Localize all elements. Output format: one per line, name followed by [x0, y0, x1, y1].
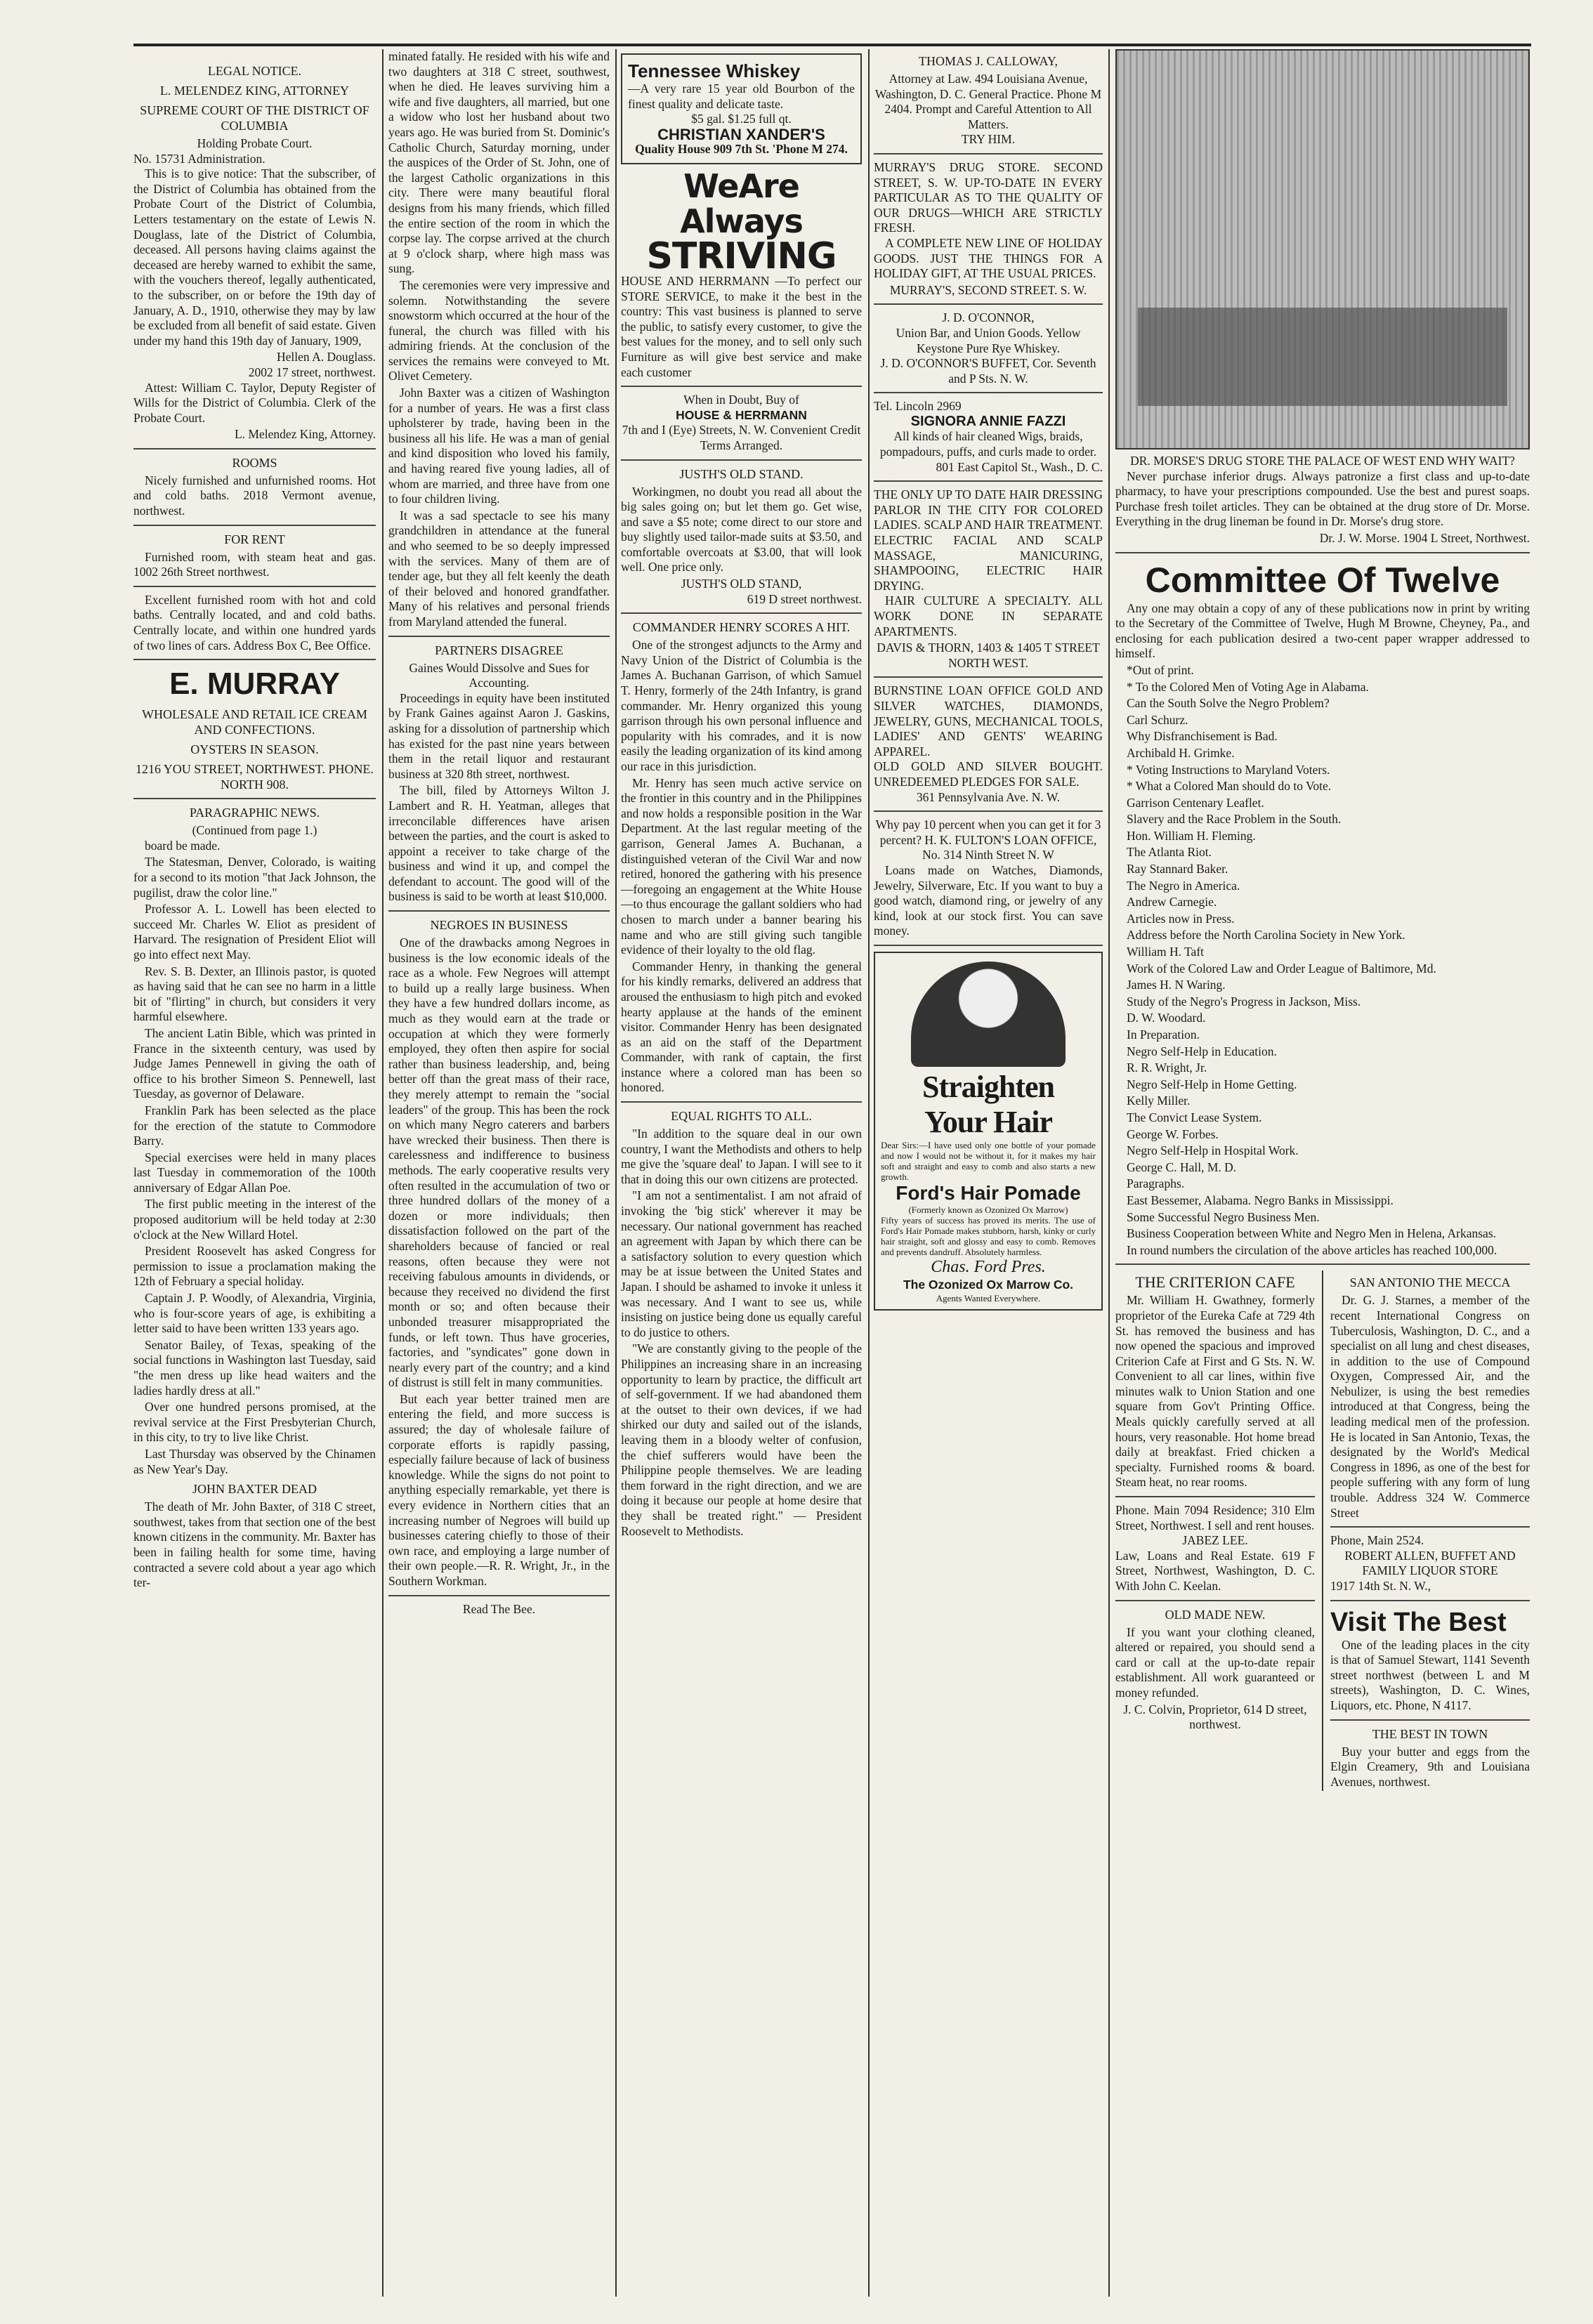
publication-item: * What a Colored Man should do to Vote. [1127, 779, 1332, 794]
publication-item: Andrew Carnegie. [1127, 895, 1217, 910]
divider [874, 945, 1103, 946]
news-paragraph: Rev. S. B. Dexter, an Illinois pastor, is quoted as having said that he can see no harm in a little bit of "flirting" in church, but considers it very harmful elsewhere. [133, 964, 376, 1024]
whiskey-ad-address: Quality House 909 7th St. 'Phone M 274. [635, 142, 848, 157]
news-paragraph: The first public meeting in the interest of the proposed auditorium will be held today at 2:30 o'clock at the New Willard Hotel. [133, 1197, 376, 1242]
oconnor-buffet: J. D. O'CONNOR'S BUFFET, Cor. Seventh and P Sts. N. W. [880, 356, 1096, 386]
publication-item: Why Disfranchisement is Bad. [1127, 729, 1278, 744]
hh-name: HOUSE & HERRMANN [676, 407, 807, 422]
rooms-heading: ROOMS [232, 455, 277, 470]
baxter-continued: minated fatally. He resided with his wife and two daughters at 318 C street, southwest, when he died. He leaves surviving him a wife and five daughters, all married, but one a widow who lost her husband about two years ago. He was buried from St. Dominic's Catholic Church, Saturday morning, under the auspices of the Order of St. John, one of the largest Catholic organizations in this city. There were many beautiful floral designs from his many friends, which filled the entire section of the room in which the corpse lay. The corpse arrived at the church at 9 o'clock sharp, where high mass was sung. [388, 49, 610, 276]
hair-parlor-body: THE ONLY UP TO DATE HAIR DRESSING PARLOR IN THE CITY FOR COLORED LADIES. SCALP AND HAIR TREATMENT. ELECTRIC FACIAL AND SCALP MASSAGE, MANICURING, SHAMPOOING, ELECTRIC HAIR DRYING. [874, 487, 1103, 593]
rent-body: Furnished room, with steam heat and gas. 1002 26th Street northwest. [133, 549, 376, 579]
lee-name: JABEZ LEE. [1182, 1533, 1248, 1548]
legal-signature: Hellen A. Douglass. [277, 350, 376, 365]
divider [1115, 1496, 1315, 1497]
justh-body: Workingmen, no doubt you read all about the big sales going on; but let them go. Get wise, and save a $5 note; come direct to our store and buy slightly used tailor-made suits at $3.50, and comfortable overcoats at $3.00, that will look well. One price only. [621, 484, 862, 575]
partners-paragraph: Proceedings in equity have been instituted by Frank Gaines against Aaron J. Gaskins, asking for a dissolution of partnership which has existed for the past nine years between them in the retail liquor and restaurant business at 320 8th street, northwest. [388, 690, 610, 781]
divider [1330, 1719, 1530, 1721]
news-paragraph: board be made. [145, 838, 221, 853]
publication-item: Address before the North Carolina Society in New York. [1127, 928, 1405, 943]
equal-rights-heading: EQUAL RIGHTS TO ALL. [671, 1109, 812, 1124]
column-4 [874, 49, 1103, 1315]
publication-item: William H. Taft [1127, 945, 1205, 959]
lower-ads-right [1330, 1271, 1530, 1791]
baxter-paragraph: The ceremonies were very impressive and solemn. Notwithstanding the severe snowstorm which occurred at the hour of the funeral, the church was filled with his admiring friends. At the conclusion of the services the remains were conveyed to Mt. Olivet Cemetery. [388, 277, 610, 383]
committee-publication-list [1115, 663, 1530, 1242]
paragraphic-news-list [133, 839, 376, 1477]
column-divider [615, 49, 617, 2297]
woman-portrait-image [911, 961, 1066, 1067]
whiskey-ad-body: —A very rare 15 year old Bourbon of the finest quality and delicate taste. [628, 81, 855, 111]
paragraphic-news-heading: PARAGRAPHIC NEWS. [189, 806, 320, 820]
whiskey-ad-seller: CHRISTIAN XANDER'S [657, 125, 825, 143]
column-2 [388, 49, 610, 1617]
striving-ad-body: HOUSE AND HERRMANN —To perfect our STORE SERVICE, to make it the best in the country: This vast business is planned to serve the public, to satisfy every customer, to give the best values for the money, and to sell only such Furniture as will give best service and make each customer [621, 273, 862, 379]
henry-heading: COMMANDER HENRY SCORES A HIT. [632, 620, 851, 635]
column-1 [133, 49, 376, 1592]
publication-item: Negro Self-Help in Education. [1127, 1044, 1277, 1058]
calloway-try: TRY HIM. [961, 132, 1016, 147]
baxter-heading: JOHN BAXTER DEAD [192, 1482, 317, 1497]
column-5 [1115, 49, 1530, 1791]
divider [133, 586, 376, 587]
calloway-body: Attorney at Law. 494 Louisiana Avenue, Washington, D. C. General Practice. Phone M 2404. Prompt and Careful Attention to All Matters. [874, 72, 1102, 131]
old-made-new-sign: J. C. Colvin, Proprietor, 614 D street, northwest. [1123, 1702, 1307, 1732]
whiskey-ad [621, 53, 862, 164]
publication-item: Archibald H. Grimke. [1127, 745, 1235, 760]
publication-item: Paragraphs. [1127, 1176, 1185, 1191]
divider [388, 910, 610, 912]
column-3 [621, 49, 862, 1540]
divider [874, 676, 1103, 678]
news-paragraph: Captain J. P. Woodly, of Alexandria, Virginia, who is four-score years of age, is exhibiting a letter said to have been written 133 years ago. [133, 1291, 376, 1336]
publication-item: Slavery and the Race Problem in the South. [1127, 812, 1342, 827]
murray-ad-name: E. MURRAY [169, 667, 340, 702]
divider [133, 525, 376, 526]
news-paragraph: Special exercises were held in many places last Tuesday in commemoration of the 100th anniversary of Edgar Allan Poe. [133, 1150, 376, 1195]
straighten-title-1: Straighten [922, 1069, 1054, 1104]
legal-notice-court: SUPREME COURT OF THE DISTRICT OF COLUMBIA [140, 103, 369, 133]
legal-attorney-sign: L. Melendez King, Attorney. [234, 427, 376, 442]
fords-testimonial: Dear Sirs:—I have used only one bottle of your pomade and now I would not be without it, for it makes my hair soft and straight and easy to comb and also starts a new growth. [881, 1139, 1096, 1182]
murrays-drug-body-2: A COMPLETE NEW LINE OF HOLIDAY GOODS. JUST THE THINGS FOR A HOLIDAY GIFT, AT THE USUAL PRICES. [874, 235, 1103, 281]
fulton-body: Why pay 10 percent when you can get it for 3 percent? H. K. FULTON'S LOAN OFFICE, [875, 818, 1101, 847]
old-made-new-heading: OLD MADE NEW. [1165, 1607, 1266, 1622]
calloway-name: THOMAS J. CALLOWAY, [918, 54, 1058, 68]
divider [621, 459, 862, 461]
rooms-body: Nicely furnished and unfurnished rooms. Hot and cold baths. 2018 Vermont avenue, northwest. [133, 473, 376, 518]
news-paragraph: The Statesman, Denver, Colorado, is waiting for a second to its motion "that Jack Johnson, the pugilist, draw the color line." [133, 855, 376, 900]
publication-item: Negro Self-Help in Hospital Work. [1127, 1143, 1299, 1158]
publication-item: Garrison Centenary Leaflet. [1127, 795, 1264, 810]
lee-body-2: Law, Loans and Real Estate. 619 F Street, Northwest, Washington, D. C. With John C. Keelan. [1115, 1548, 1315, 1593]
straighten-title-2: Your Hair [924, 1104, 1053, 1139]
news-paragraph: Professor A. L. Lowell has been elected to succeed Mr. Charles W. Eliot as president of Harvard. The resignation of President Eliot will go into effect next May. [133, 902, 376, 961]
negroes-business-heading: NEGROES IN BUSINESS [430, 918, 568, 933]
fazzi-address: 801 East Capitol St., Wash., D. C. [936, 459, 1103, 474]
committee-title: Committee Of Twelve [1145, 560, 1500, 600]
fulton-body-2: Loans made on Watches, Diamonds, Jewelry, Silverware, Etc. If you want to buy a good watch, diamond ring, or jewelry of any kind, look at our stock first. You can save money. [874, 862, 1103, 938]
paragraphic-news-continued: (Continued from page 1.) [192, 823, 317, 838]
criterion-body: Mr. William H. Gwathney, formerly proprietor of the Eureka Cafe at 729 4th St. has removed the business and has now opened the spacious and improved Criterion Cafe at First and G Sts. N. W. Convenient to all car lines, within five minutes walk to Union Station and one square from Gov't Printing Office. Meals quickly carefully served at all hours, very reasonable. Hot home bread daily at breakfast. Fried chicken a specialty. Furnished rooms & board. Steam heat, no rear rooms. [1115, 1293, 1315, 1490]
negroes-business-paragraph: One of the drawbacks among Negroes in business is the low economic ideals of the race as a whole. Few Negroes will attempt to build up a really large business. When they have a few hundred dollars income, as much as they would earn at the trade or occupation at which they were formerly employed, they often then aspire for social rather than business leadership, and, being better off than the great mass of their race, they merely attempt to remain the "social leaders" of the group. This has been the rock on which many Negro caterers and barbers have wrecked their business. Then there is carelessness and indifference to business methods. The early cooperative results very often resulted in the accumulation of two or three hundred dollars of the money of a dozen or more individuals; then dissatisfaction followed on the part of the shareholders because of fancied or real reasons, often because they were not receiving fabulous amounts in dividends, or because they received no dividend the first month or so; and often because their unbonded treasurer misappropriated the funds, or left town. Thus have groceries, factories, and "syndicates" gone down in nearly every part of the country; and a kind of distrust is still felt in many communities. [388, 935, 610, 1390]
fords-signature: Chas. Ford Pres. [931, 1257, 1046, 1276]
divider [621, 612, 862, 614]
publication-item: Ray Stannard Baker. [1127, 862, 1228, 877]
committee-intro: Any one may obtain a copy of any of these publications now in print by writing to the Secretary of the Committee of Twelve, Hugh M Browne, Cheyney, Pa., and enclosing for each publication desired a two-cent paper wrapper addressed to himself. [1115, 600, 1530, 661]
lower-ads-left [1115, 1271, 1323, 1791]
publication-item: Negro Self-Help in Home Getting. [1127, 1077, 1297, 1091]
striving-ad-title-1: WeAre Always [680, 166, 803, 240]
murray-ad-oysters: OYSTERS IN SEASON. [190, 742, 319, 757]
legal-signature-address: 2002 17 street, northwest. [248, 365, 376, 379]
morse-sign: Dr. J. W. Morse. 1904 L Street, Northwest. [1319, 530, 1530, 545]
fazzi-name: SIGNORA ANNIE FAZZI [910, 413, 1066, 429]
divider [874, 480, 1103, 482]
publication-item: East Bessemer, Alabama. Negro Banks in Mississippi. [1127, 1193, 1394, 1207]
visit-title: Visit The Best [1330, 1607, 1507, 1637]
publication-item: Work of the Colored Law and Order League of Baltimore, Md. [1127, 961, 1436, 976]
henry-paragraph: One of the strongest adjuncts to the Army and Navy Union of the District of Columbia is the James A. Buchanan Garrison, of which Samuel T. Henry, formerly of the 24th Infantry, is grand commander. Mr. Henry organized this young garrison through his own personal influence and popularity with his comrades, and it is now easily the leading organization of its kind among our race in this jurisdiction. [621, 638, 862, 773]
fords-agents: Agents Wanted Everywhere. [936, 1293, 1041, 1304]
equal-rights-paragraph: "I am not a sentimentalist. I am not afraid of invoking the 'big stick' wherever it may be necessary. Our national government has reached an agreement with Japan by which there can be a satisfactory solution to every question which may be at issue between the United States and Japan. I should be ashamed to invoke it unless it was necessary. And I want to see us, while insisting on justice being done us equally careful to do justice to others. [621, 1188, 862, 1339]
publication-item: Hon. William H. Fleming. [1127, 828, 1256, 843]
legal-notice-title: LEGAL NOTICE. [207, 64, 302, 78]
publication-item: Some Successful Negro Business Men. [1127, 1209, 1320, 1224]
publication-item: * To the Colored Men of Voting Age in Alabama. [1127, 679, 1369, 694]
justh-heading: JUSTH'S OLD STAND. [679, 466, 804, 481]
legal-notice-attorney: L. MELENDEZ KING, ATTORNEY [159, 84, 350, 98]
column-divider [382, 49, 383, 2297]
justh-sign: JUSTH'S OLD STAND, [681, 577, 802, 591]
divider [388, 636, 610, 637]
loan-office-address: 361 Pennsylvania Ave. N. W. [916, 789, 1061, 804]
old-made-new-body: If you want your clothing cleaned, altered or repaired, you should send a card or call at the up-to-date repair establishment. All work guaranteed or money refunded. [1115, 1624, 1315, 1700]
divider [133, 448, 376, 449]
legal-notice-body: This is to give notice: That the subscriber, of the District of Columbia has obtained from the Probate Court of the District of Columbia, Letters testamentary on the estate of Lewis N. Douglass, late of the District of Columbia, deceased. All persons having claims against the deceased are hereby warned to exhibit the same, with the vouchers thereof, legally authenticated, to the subscriber, on or before the 19th day of January, A. D., 1910, otherwise they may by law be excluded from all benefit of said estate. Given under my hand this 19th day of January, 1909, [133, 166, 376, 348]
fords-pomade-ad [874, 952, 1103, 1311]
murrays-drug-sign: MURRAY'S, SECOND STREET. S. W. [889, 282, 1087, 297]
fords-title: Ford's Hair Pomade [896, 1181, 1081, 1204]
divider [1115, 1600, 1315, 1601]
murray-ad-address: 1216 YOU STREET, NORTHWEST. PHONE. NORTH 908. [135, 762, 374, 792]
column-divider [868, 49, 870, 2297]
legal-notice-number: No. 15731 Administration. [133, 151, 266, 166]
publication-item: Carl Schurz. [1127, 712, 1188, 727]
photo-caption: DR. MORSE'S DRUG STORE THE PALACE OF WEST END WHY WAIT? [1130, 454, 1515, 468]
loan-office-body: BURNSTINE LOAN OFFICE GOLD AND SILVER WATCHES, DIAMONDS, JEWELRY, GUNS, MECHANICAL TOOLS, LADIES' AND GENTS' WEARING APPAREL. [874, 683, 1103, 759]
column-divider [1108, 49, 1110, 2297]
divider [1330, 1526, 1530, 1528]
mecca-body: Dr. G. J. Starnes, a member of the recent International Congress on Tuberculosis, Washington, D. C., and a specialist on all lung and chest diseases, in addition to the use of Compound Oxygen, Compressed Air, and the Nebulizer, is using the best remedies introduced at that Congress, being the leading medical men of the profession. He is located in San Antonio, Texas, the designated by the World's Medical Congress in 1896, as one of the best for people suffering with any form of lung trouble. Address 324 W. Commerce Street [1330, 1293, 1530, 1520]
murrays-drug-body: MURRAY'S DRUG STORE. SECOND STREET, S. W. UP-TO-DATE IN EVERY PARTICULAR AS TO THE QUALITY OF OUR DRUGS—WHICH ARE STRICTLY FRESH. [874, 159, 1103, 235]
lower-ads [1115, 1271, 1530, 1791]
read-the-bee: Read The Bee. [462, 1601, 536, 1616]
publication-item: * Voting Instructions to Maryland Voters. [1127, 762, 1330, 777]
news-paragraph: President Roosevelt has asked Congress for permission to issue a proclamation making the 12th of February a special holiday. [133, 1244, 376, 1289]
room-ad-body: Excellent furnished room with hot and cold baths. Centrally located, and and cold baths. Centrally locate, and within one hundred yards of two lines of cars. Address Box C, Bee Office. [133, 592, 376, 652]
news-paragraph: Last Thursday was observed by the Chinamen as New Year's Day. [133, 1446, 376, 1476]
allen-address: 1917 14th St. N. W., [1330, 1579, 1431, 1593]
hair-parlor-body-2: HAIR CULTURE A SPECIALTY. ALL WORK DONE IN SEPARATE APARTMENTS. [874, 593, 1103, 638]
loan-office-body-2: OLD GOLD AND SILVER BOUGHT. UNREDEEMED PLEDGES FOR SALE. [874, 759, 1103, 789]
hh-address: 7th and I (Eye) Streets, N. W. Convenient Credit Terms Arranged. [622, 423, 861, 452]
divider [874, 392, 1103, 393]
partners-subheading: Gaines Would Dissolve and Sues for Accounting. [409, 660, 589, 690]
top-rule [133, 44, 1531, 46]
fazzi-body: All kinds of hair cleaned Wigs, braids, pompadours, puffs, and curls made to order. [879, 429, 1097, 459]
divider [1115, 552, 1530, 553]
murray-ad-body: WHOLESALE AND RETAIL ICE CREAM AND CONFECTIONS. [142, 707, 367, 737]
baxter-paragraph: It was a sad spectacle to see his many grandchildren in attendance at the funeral and who seemed to be so deeply impressed with the services. Many of them are of tender age, but they all felt keenly the death of their beloved and honored grandfather. Many of his relatives and personal friends from Maryland attended the funeral. [388, 508, 610, 629]
divider [621, 1101, 862, 1103]
publication-item: D. W. Woodard. [1127, 1011, 1206, 1025]
news-paragraph: Over one hundred persons promised, at the revival service at the First Presbyterian Church, in this city, to try to live like Christ. [133, 1400, 376, 1445]
divider [621, 386, 862, 387]
equal-rights-paragraph: "In addition to the square deal in our own country, I want the Methodists and others to help me give the 'square deal' to Japan. I will see to it that in doing this our own citizens are protected. [621, 1127, 862, 1186]
lee-body: Phone. Main 7094 Residence; 310 Elm Street, Northwest. I sell and rent houses. [1115, 1503, 1315, 1532]
publication-item: *Out of print. [1127, 662, 1194, 677]
publication-item: In Preparation. [1127, 1028, 1200, 1042]
mecca-heading: SAN ANTONIO THE MECCA [1349, 1275, 1511, 1290]
divider [874, 810, 1103, 812]
henry-paragraph: Commander Henry, in thanking the general for his kindly remarks, delivered an address that aroused the enthusiasm to high pitch and evoked hearty applause at the hands of the eminent visitor. Commander Henry has been designated as an aid on the staff of the Department Commander, with rank of captain, the first instance where a colored man has been so honored. [621, 959, 862, 1095]
oconnor-body: Union Bar, and Union Goods. Yellow Keystone Pure Rye Whiskey. [896, 325, 1081, 355]
visit-body: One of the leading places in the city is that of Samuel Stewart, 1141 Seventh street northwest (between L and M streets), Washington, D. C. Wines, Liquors, etc. Phone, N 4117. [1330, 1637, 1530, 1712]
fazzi-tel: Tel. Lincoln 2969 [874, 399, 962, 414]
baxter-body: The death of Mr. John Baxter, of 318 C street, southwest, takes from that section one of the best known citizens in the community. Mr. Baxter has been in failing health for some time, having contracted a severe cold about a year ago which ter- [133, 1499, 376, 1590]
committee-footer: In round numbers the circulation of the above articles has reached 100,000. [1127, 1242, 1497, 1257]
best-in-town-body: Buy your butter and eggs from the Elgin Creamery, 9th and Louisiana Avenues, northwest. [1330, 1744, 1530, 1789]
divider [133, 798, 376, 799]
justh-address: 619 D street northwest. [747, 591, 862, 606]
allen-phone: Phone, Main 2524. [1330, 1533, 1424, 1548]
henry-paragraph: Mr. Henry has seen much active service on the frontier in this country and in the Philippines and now holds a responsible position in the War Department. At the last regular meeting of the garrison, General James A. Buchanan, a distinguished veteran of the Civil War and now retired, honored the gathering with his presence—foregoing an engagement at the White House—to thus encourage the gallant soldiers who had chosen to march under a banner bearing his name and who are still giving such tangible evidence of their loyalty to the old flag. [621, 775, 862, 957]
criterion-heading: THE CRITERION CAFE [1135, 1273, 1295, 1292]
news-paragraph: The ancient Latin Bible, which was printed in France in the sixteenth century, was used by Judge James Pennewell in giving the oath of office to his brother Simeon S. Pennewell, last Tuesday, as governor of Delaware. [133, 1025, 376, 1101]
partners-paragraph: The bill, filed by Attorneys Wilton J. Lambert and R. H. Yeatman, alleges that irreconcilable differences have arisen between the parties, and the court is asked to appoint a receiver to take charge of the business and wind it up, and compel the defendant to account. The good will of the business is said to be worth at least $10,000. [388, 783, 610, 904]
hair-parlor-sign: DAVIS & THORN, 1403 & 1405 T STREET NORTH WEST. [877, 641, 1100, 670]
fords-company: The Ozonized Ox Marrow Co. [903, 1278, 1074, 1292]
drug-store-photo [1115, 49, 1530, 449]
publication-item: Study of the Negro's Progress in Jackson, Miss. [1127, 994, 1361, 1009]
oconnor-name: J. D. O'CONNOR, [942, 310, 1035, 325]
partners-heading: PARTNERS DISAGREE [435, 643, 563, 657]
publication-item: George C. Hall, M. D. [1127, 1160, 1237, 1174]
divider [1115, 1263, 1530, 1265]
fulton-address: No. 314 Ninth Street N. W [922, 848, 1054, 862]
news-paragraph: Senator Bailey, of Texas, speaking of the social functions in Washington last Tuesday, said "the men dress up like head waiters and the ladies hardly dress at all." [133, 1337, 376, 1398]
striving-ad-title-2: STRIVING [646, 235, 837, 277]
morse-body: Never purchase inferior drugs. Always patronize a first class and up-to-date pharmacy, to have your prescriptions compounded. Use the best and purest soaps. Purchase fresh toilet articles. They can be obtained at the drug store of Dr. Morse. Everything in the drug lineman be found in Dr. Morse's drug store. [1115, 468, 1530, 529]
news-paragraph: Franklin Park has been selected as the place for the erection of the statute to Commodore Barry. [133, 1103, 376, 1148]
publication-item: Business Cooperation between White and Negro Men in Helena, Arkansas. [1127, 1226, 1497, 1241]
legal-attest: Attest: William C. Taylor, Deputy Register of Wills for the District of Columbia. Clerk of the Probate Court. [133, 380, 376, 425]
fords-subtitle: (Formerly known as Ozonized Ox Marrow) [908, 1204, 1068, 1215]
publication-item: Articles now in Press. [1127, 911, 1235, 926]
legal-notice-sub: Holding Probate Court. [197, 136, 313, 150]
publication-item: James H. N Waring. [1127, 978, 1226, 992]
baxter-paragraph: John Baxter was a citizen of Washington for a number of years. He was a first class upholsterer by trade, having been in the business all his life. He was a man of genial and kind disposition who loved his family, and having reared five young ladies, all of whom are married, and three have from one to four children living. [388, 386, 610, 506]
hh-when: When in Doubt, Buy of [683, 393, 799, 407]
rent-heading: FOR RENT [224, 532, 285, 546]
publication-item: The Negro in America. [1127, 878, 1240, 893]
publication-item: R. R. Wright, Jr. [1127, 1061, 1207, 1075]
publication-item: The Convict Lease System. [1127, 1110, 1262, 1124]
publication-item: George W. Forbes. [1127, 1127, 1219, 1141]
divider [874, 153, 1103, 155]
publication-item: Kelly Miller. [1127, 1094, 1191, 1108]
divider [874, 303, 1103, 305]
whiskey-ad-price: $5 gal. $1.25 full qt. [691, 112, 792, 126]
divider [133, 659, 376, 660]
equal-rights-paragraph: "We are constantly giving to the people of the Philippines an increasing share in an increasing opportunity to learn by practice, the difficult art of self-government. If we had abandoned them at the outset to their own devices, if we had shirked our duty and sailed out of the islands, leaving them in a bloody welter of confusion, the chief sufferers would have been the Philippine people themselves. We are leading them forward in the right direction, and we are doing it because our people at home desire that they shall be treated right." — President Roosevelt to Methodists. [621, 1341, 862, 1538]
whiskey-ad-title: Tennessee Whiskey [628, 60, 801, 81]
negroes-business-paragraph: But each year better trained men are entering the field, and more success is assured; the day of wholesale failure of corporate efforts is rapidly passing, especially failure because of lack of business knowledge. While the signs do not point to anything especially remarkable, yet there is every evidence in Northern cities that an increasing number of Negroes will build up businesses catering chiefly to those of their own race, and employing a large number of their own people.—R. R. Wright, Jr., in the Southern Workman. [388, 1391, 610, 1588]
publication-item: Can the South Solve the Negro Problem? [1127, 696, 1330, 711]
best-in-town-heading: THE BEST IN TOWN [1372, 1726, 1488, 1741]
publication-item: The Atlanta Riot. [1127, 845, 1212, 860]
fords-description: Fifty years of success has proved its merits. The use of Ford's Hair Pomade makes stubborn, harsh, kinky or curly hair straight, soft and glossy and easy to comb. Removes and prevents dandruff. Absolutely harmless. [881, 1214, 1096, 1257]
allen-name: ROBERT ALLEN, BUFFET AND FAMILY LIQUOR STORE [1344, 1548, 1516, 1578]
divider [388, 1595, 610, 1596]
divider [1330, 1600, 1530, 1601]
